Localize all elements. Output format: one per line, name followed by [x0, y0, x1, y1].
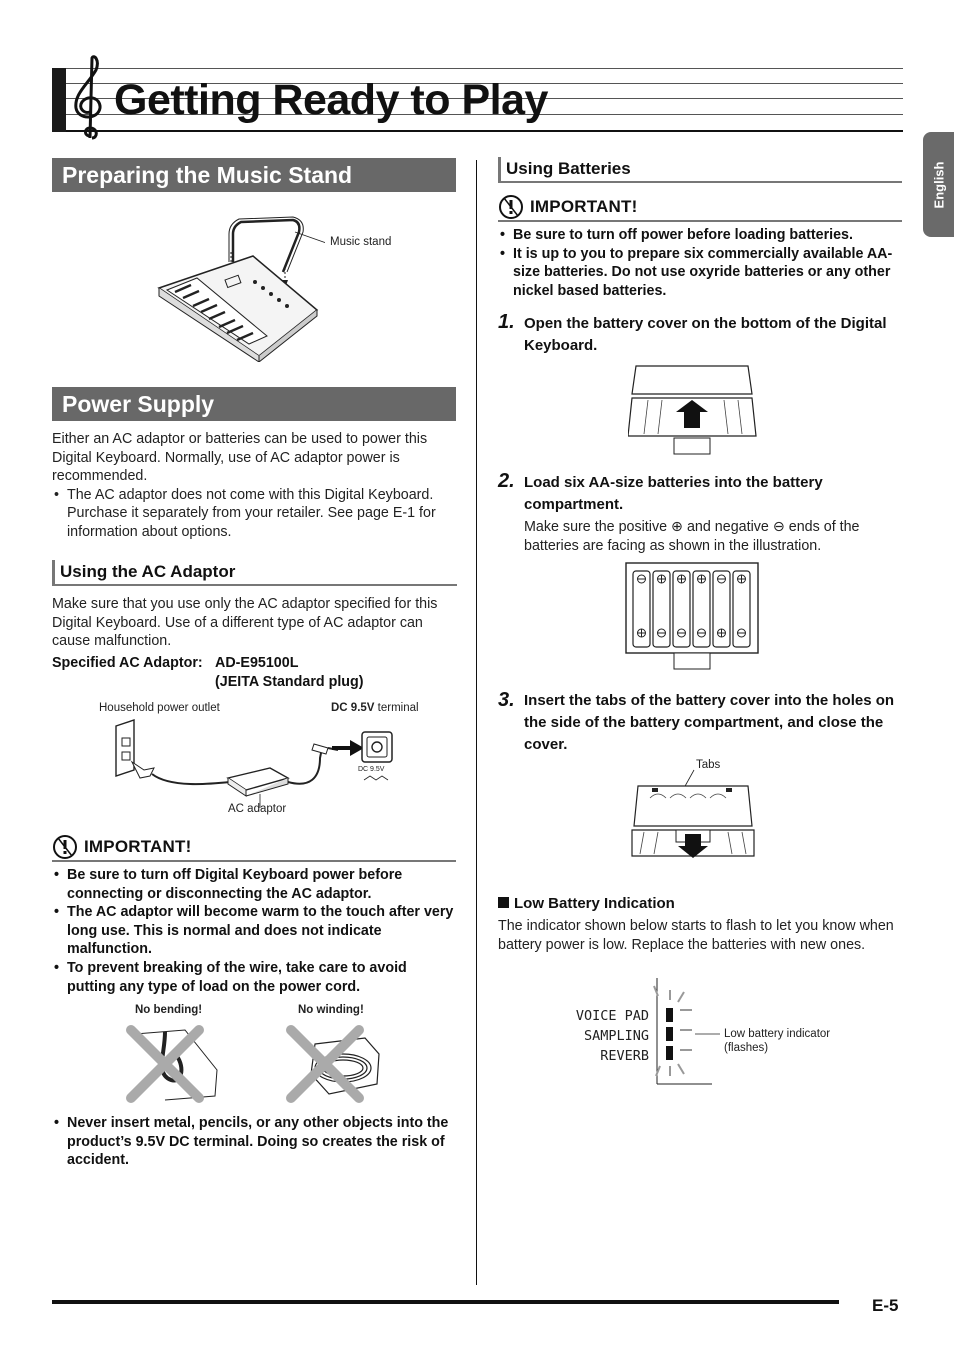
no-bending-caption: No bending! [135, 1004, 203, 1016]
terminal-label-bold: DC 9.5V [331, 702, 375, 714]
language-tab[interactable] [923, 132, 954, 237]
lcd-label-sampling: SAMPLING [583, 1028, 649, 1044]
no-winding-caption: No winding! [298, 1004, 364, 1016]
battery-cover-open-illustration [628, 362, 758, 460]
low-battery-text: The indicator shown below starts to flash to let you know when battery power is low. Replace the batteries with new ones. [498, 918, 894, 953]
step-3-text: Insert the tabs of the battery cover into the holes on the side of the battery compartment, and close the cover. [524, 692, 895, 753]
important-heading [52, 834, 456, 862]
low-battery-callout-label: Low battery indicator [724, 1028, 831, 1040]
battery-important-item: • It is up to you to prepare six commercially available AA-size batteries. Do not use oxyride batteries or any other nickel based batteries. [498, 245, 902, 301]
important-item: • To prevent breaking of the wire, take care to avoid putting any type of load on the power cord. [52, 959, 456, 996]
low-battery-heading-text: Low Battery Indication [514, 895, 675, 912]
step-2-note: Make sure the positive ⊕ and negative ⊖ ends of the batteries are facing as shown in the illustration. [524, 519, 860, 554]
ac-adaptor-body [52, 595, 458, 651]
step-1-number: 1. [498, 311, 515, 333]
batteries-heading: Using Batteries [498, 157, 902, 183]
battery-compartment-illustration [624, 561, 760, 679]
music-stand-callout: Music stand [330, 236, 392, 248]
spec-label: Specified AC Adaptor: [52, 655, 203, 671]
important-list [52, 866, 456, 996]
treble-clef-icon [68, 54, 112, 142]
low-battery-indicator-illustration [640, 974, 720, 1088]
step-2-number: 2. [498, 470, 515, 492]
step-1-text: Open the battery cover on the bottom of the Digital Keyboard. [524, 315, 887, 354]
tabs-callout: Tabs [696, 759, 721, 771]
power-supply-intro: Either an AC adaptor or batteries can be used to power this Digital Keyboard. Normally, use of AC adaptor power is recommended. [52, 431, 428, 485]
warning-exclamation-icon [52, 834, 78, 860]
important-item: • Never insert metal, pencils, or any other objects into the product’s 9.5V DC terminal. Doing so creates the risk of accident. [52, 1114, 456, 1170]
footer-rule [52, 1300, 839, 1304]
ac-adaptor-heading: Using the AC Adaptor [52, 560, 457, 586]
power-supply-bullet: • The AC adaptor does not come with this Digital Keyboard. Purchase it separately from your retailer. See page E-1 for information about options. [52, 486, 458, 542]
low-battery-callout [724, 1027, 830, 1055]
no-bending-illustration [125, 1024, 225, 1104]
battery-important-list [498, 226, 902, 300]
important-list-last [52, 1114, 456, 1170]
warning-exclamation-icon [498, 194, 524, 220]
music-stand-heading: Preparing the Music Stand [52, 158, 456, 192]
important-item: • Be sure to turn off Digital Keyboard power before connecting or disconnecting the AC adaptor. [52, 866, 456, 903]
language-tab-label: English [931, 161, 946, 208]
terminal-label [331, 702, 419, 714]
important-label: IMPORTANT! [84, 837, 192, 856]
terminal-label-rest: terminal [374, 702, 419, 714]
square-bullet-icon [498, 897, 509, 908]
page-number: E-5 [872, 1296, 899, 1315]
ac-adaptor-text: Make sure that you use only the AC adaptor specified for this Digital Keyboard. Use of a different type of AC adaptor can cause malfunction. [52, 596, 438, 650]
dc-jack-label: DC 9.5V [358, 766, 385, 773]
low-battery-heading [498, 894, 675, 914]
lcd-label-voice-pad: VOICE PAD [575, 1008, 649, 1024]
lcd-labels [555, 1006, 649, 1066]
ac-adaptor-illustration [110, 718, 410, 808]
ac-adaptor-callout: AC adaptor [228, 803, 287, 815]
important-item: • The AC adaptor will become warm to the touch after very long use. This is normal and does not indicate malfunction. [52, 903, 456, 959]
power-supply-heading: Power Supply [52, 387, 456, 421]
battery-important-label: IMPORTANT! [530, 197, 638, 216]
spec-note: (JEITA Standard plug) [215, 674, 364, 690]
outlet-label: Household power outlet [99, 702, 220, 714]
low-battery-callout-note: (flashes) [724, 1042, 769, 1054]
lcd-label-reverb: REVERB [600, 1048, 649, 1064]
step-2-text: Load six AA-size batteries into the battery compartment. [524, 474, 823, 513]
title-bar-accent [52, 68, 66, 132]
keyboard-music-stand-illustration [155, 212, 325, 362]
no-winding-illustration [285, 1024, 385, 1104]
battery-important-item: • Be sure to turn off power before loading batteries. [498, 226, 902, 245]
column-divider [476, 160, 477, 1285]
step-3-number: 3. [498, 689, 515, 711]
page-title: Getting Ready to Play [114, 76, 548, 124]
power-supply-body [52, 430, 458, 542]
spec-value: AD-E95100L [215, 655, 299, 671]
battery-cover-close-illustration [628, 764, 758, 862]
battery-important-heading [498, 194, 902, 222]
